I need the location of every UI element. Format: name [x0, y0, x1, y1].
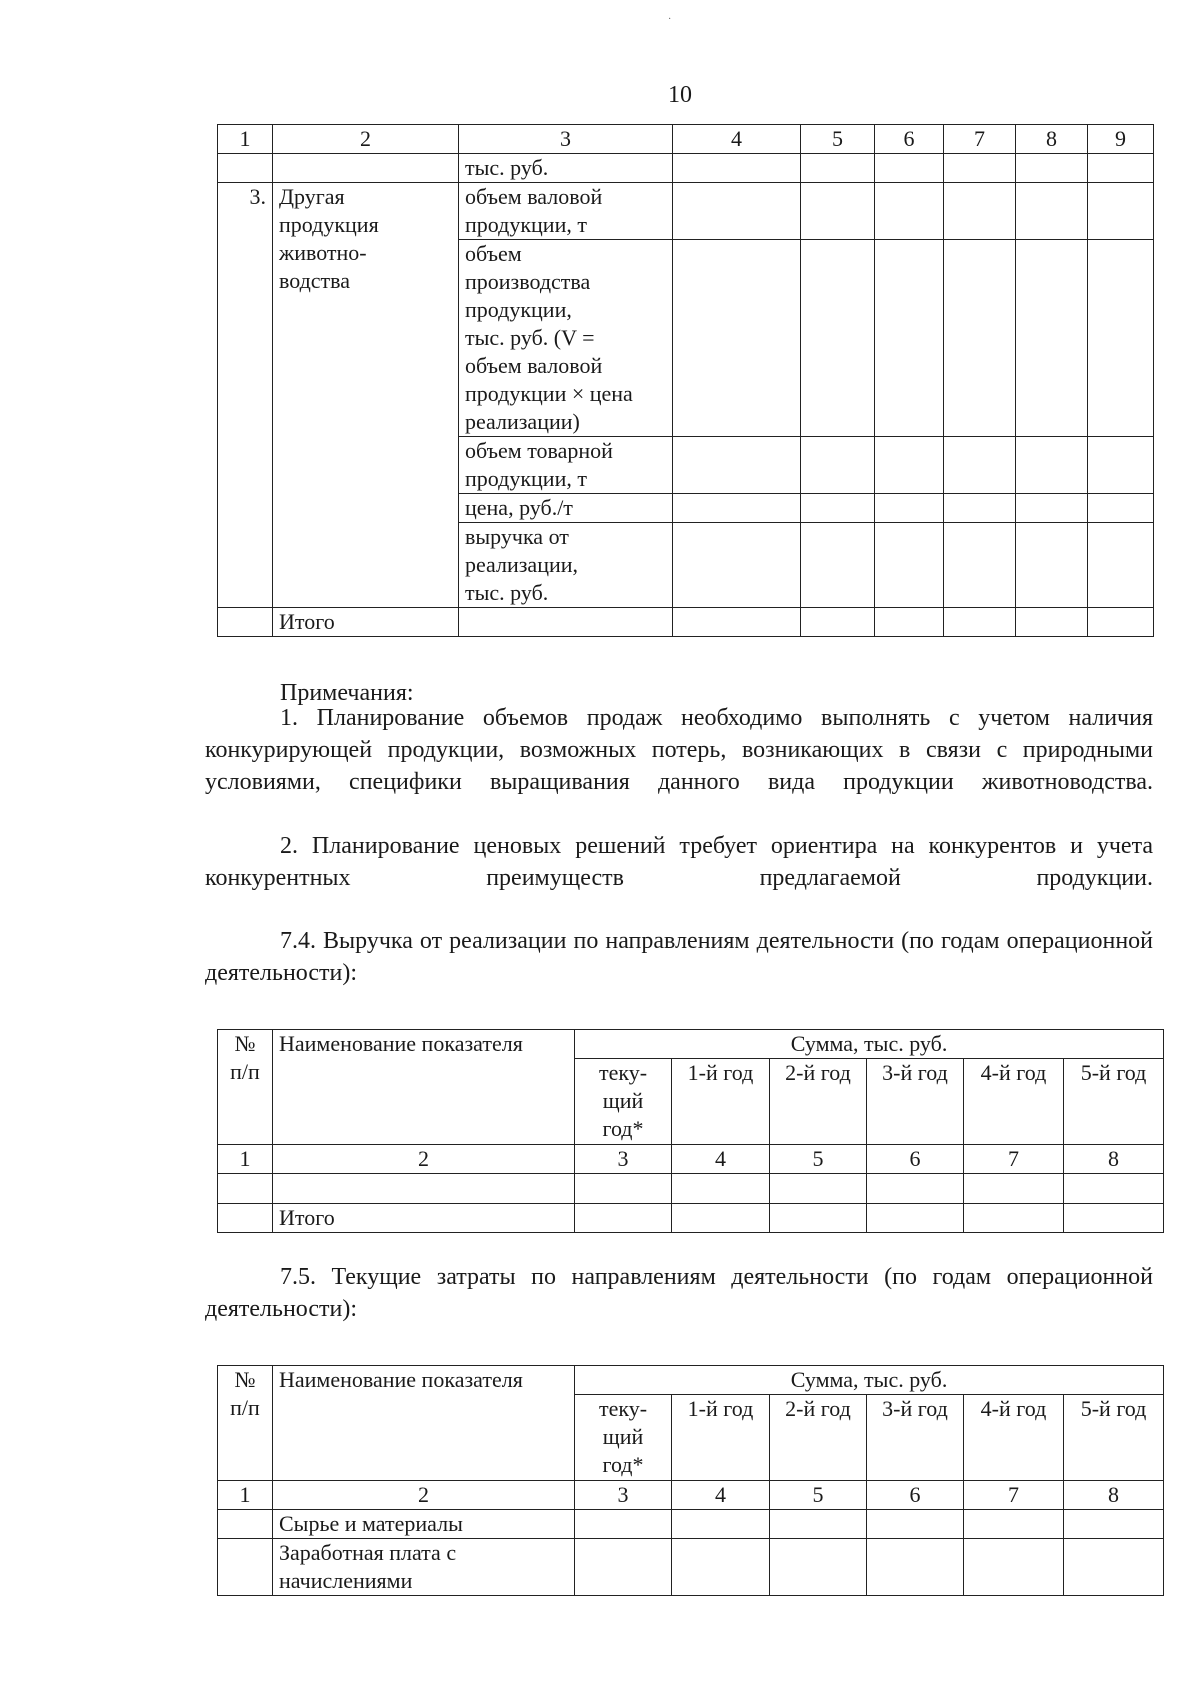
col-num-6: 6: [875, 125, 944, 154]
table-row: [218, 1510, 1164, 1539]
indicator-line: объем валовой: [465, 353, 603, 378]
col-num: 4: [672, 1481, 770, 1510]
page-number: 10: [668, 82, 692, 108]
total-row: [218, 1204, 1164, 1233]
col-num: 7: [964, 1145, 1064, 1174]
section-7-4-heading: 7.4. Выручка от реализации по направлениям деятельности (по годам операционной деятельности):: [205, 928, 1153, 986]
row-label-salary: Заработная плата с начислениями: [273, 1539, 575, 1596]
indicator-revenue: [459, 523, 673, 608]
total-label: Итого: [273, 1204, 575, 1233]
col-num: 5: [770, 1145, 867, 1174]
indicator-line: объем: [465, 241, 522, 266]
row-number: 3.: [218, 183, 273, 608]
indicator-line: реализации): [465, 409, 580, 434]
indicator-line: продукции, т: [465, 212, 587, 237]
total-label: Итого: [273, 608, 459, 637]
col-num-8: 8: [1016, 125, 1088, 154]
note-1: 1. Планирование объемов продаж необходимо выполнять с учетом наличия конкурирующей продукции, возможных потерь, возникающих в связи с природными условиями, специфики выращивания данного вида продукции животноводства.: [205, 705, 1153, 795]
year-col-5: 5-й год: [1064, 1059, 1164, 1145]
indicator-line: объем товарной: [465, 438, 613, 463]
indicator-line: тыс. руб. (V =: [465, 325, 595, 350]
indicator-line: цена, руб./т: [465, 495, 573, 520]
col-name-header: Наименование показателя: [273, 1030, 575, 1145]
indicator-line: реализации,: [465, 552, 579, 577]
year-col-current: теку-щий год*: [575, 1059, 672, 1145]
col-no-header: № п/п: [218, 1366, 273, 1481]
col-num: 5: [770, 1481, 867, 1510]
col-num: 3: [575, 1481, 672, 1510]
col-num-3: 3: [459, 125, 673, 154]
indicator-line: продукции × цена: [465, 381, 633, 406]
col-num-9: 9: [1088, 125, 1154, 154]
year-col-current: теку-щий год*: [575, 1395, 672, 1481]
col-num: 1: [218, 1481, 273, 1510]
col-num: 6: [867, 1145, 964, 1174]
col-num: 2: [273, 1145, 575, 1174]
indicator-line: тыс. руб.: [465, 580, 549, 605]
col-name-header: Наименование показателя: [273, 1366, 575, 1481]
col-num-7: 7: [944, 125, 1016, 154]
indicator-row: [218, 183, 1154, 240]
year-col-3: 3-й год: [867, 1395, 964, 1481]
col-num: 6: [867, 1481, 964, 1510]
table-row: [218, 1539, 1164, 1596]
year-col-4: 4-й год: [964, 1059, 1064, 1145]
col-sum-header: Сумма, тыс. руб.: [575, 1030, 1164, 1059]
year-col-4: 4-й год: [964, 1395, 1064, 1481]
col-num: 8: [1064, 1481, 1164, 1510]
section-7-5-heading: 7.5. Текущие затраты по направлениям деятельности (по годам операционной деятельности):: [205, 1264, 1153, 1322]
header-row: [218, 125, 1154, 154]
indicator-gross-volume: [459, 183, 673, 240]
row-name-line: Другая: [279, 184, 345, 209]
row-name: [273, 183, 459, 608]
row-label-materials: Сырье и материалы: [273, 1510, 575, 1539]
col-num: 4: [672, 1145, 770, 1174]
col-num: 3: [575, 1145, 672, 1174]
col-num-5: 5: [801, 125, 875, 154]
row-name-line: продукция: [279, 212, 379, 237]
indicator-line: производства: [465, 269, 591, 294]
row-name-line: животно-: [279, 240, 367, 265]
total-row: [218, 608, 1154, 637]
indicator-production-volume: [459, 240, 673, 437]
notes-title: Примечания:: [280, 680, 414, 706]
year-col-3: 3-й год: [867, 1059, 964, 1145]
col-sum-header: Сумма, тыс. руб.: [575, 1366, 1164, 1395]
year-col-5: 5-й год: [1064, 1395, 1164, 1481]
empty-row: [218, 1174, 1164, 1204]
col-num-2: 2: [273, 125, 459, 154]
costs-table: [217, 1365, 1164, 1596]
note-2: 2. Планирование ценовых решений требует ориентира на конкурентов и учета конкурентных преимуществ предлагаемой продукции.: [205, 833, 1153, 891]
row-name-line: водства: [279, 268, 351, 293]
year-col-1: 1-й год: [672, 1395, 770, 1481]
carry-over-row: [218, 154, 1154, 183]
number-row: [218, 1481, 1164, 1510]
carry-over-unit: тыс. руб.: [459, 154, 673, 183]
indicator-line: продукции,: [465, 297, 572, 322]
indicator-line: выручка от: [465, 524, 569, 549]
col-num-4: 4: [673, 125, 801, 154]
year-col-2: 2-й год: [770, 1395, 867, 1481]
col-num: 2: [273, 1481, 575, 1510]
scan-mark: ·: [668, 14, 672, 25]
indicator-price: [459, 494, 673, 523]
col-num-1: 1: [218, 125, 273, 154]
year-col-2: 2-й год: [770, 1059, 867, 1145]
col-num: 7: [964, 1481, 1064, 1510]
indicator-line: продукции, т: [465, 466, 587, 491]
revenue-table: [217, 1029, 1164, 1233]
indicator-line: объем валовой: [465, 184, 603, 209]
year-col-1: 1-й год: [672, 1059, 770, 1145]
col-no-header: № п/п: [218, 1030, 273, 1145]
number-row: [218, 1145, 1164, 1174]
indicator-marketable-volume: [459, 437, 673, 494]
production-table: [217, 124, 1154, 637]
col-num: 8: [1064, 1145, 1164, 1174]
col-num: 1: [218, 1145, 273, 1174]
